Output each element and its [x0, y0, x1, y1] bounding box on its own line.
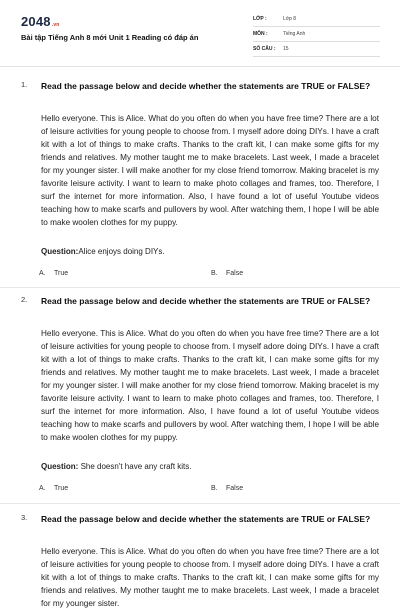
question-number: 1. [21, 80, 28, 89]
option-a[interactable] [39, 485, 68, 492]
question-prompt [41, 461, 379, 473]
question-text: Alice enjoys doing DIYs. [78, 247, 165, 256]
site-logo[interactable] [21, 14, 60, 29]
option-text: False [226, 485, 244, 492]
meta-count-value: 15 [283, 46, 289, 52]
question-instruction: Read the passage below and decide whether the statements are TRUE or FALSE? [41, 296, 371, 306]
logo-suffix: .vn [51, 22, 60, 28]
question-divider [0, 503, 400, 504]
meta-class-value: Lớp 8 [283, 16, 297, 22]
question-number: 2. [21, 295, 28, 304]
meta-count-label: SỐ CÂU : [253, 46, 276, 52]
option-a[interactable] [39, 270, 68, 277]
question-text: She doesn't have any craft kits. [78, 462, 192, 471]
option-key: B. [211, 485, 218, 492]
option-text: False [226, 270, 244, 277]
meta-divider [253, 56, 380, 57]
question-instruction: Read the passage below and decide whether the statements are TRUE or FALSE? [41, 514, 371, 524]
question-label: Question: [41, 247, 79, 256]
option-b[interactable] [211, 270, 243, 277]
option-b[interactable] [211, 485, 243, 492]
header-divider [0, 66, 400, 67]
question-label: Question: [41, 462, 79, 471]
page-header [0, 0, 400, 66]
question-prompt [41, 246, 379, 258]
page-title: Bài tập Tiếng Anh 8 mới Unit 1 Reading có đáp án [21, 33, 199, 42]
option-key: B. [211, 270, 218, 277]
reading-passage: Hello everyone. This is Alice. What do you often do when you have free time? There are a lot of leisure activities for young people to choose from. I myself adore doing DIYs. I have a craft kit with a lot of things to make crafts. Thanks to the craft kit, I can make some gifts for my friends and relatives. My mother taught me to make bracelets. Last week, I made a bracelet for my younger sister. I will make another for my close friend tomorrow. Making bracelet is my favorite leisure activity. I want to learn to make photo collages and frames, too. Therefore, I surf the internet for more information. Also, I have found a lot of useful Youtube videos teaching how to make scarfs and pullovers by wool. After watching them, I hope I will be able to make woolen clothes for my puppy. [41, 114, 379, 227]
option-key: A. [39, 270, 46, 277]
meta-subject-label: MÔN : [253, 31, 268, 37]
meta-divider [253, 41, 380, 42]
meta-subject-value: Tiếng Anh [283, 31, 306, 37]
meta-divider [253, 26, 380, 27]
meta-class-label: LỚP : [253, 16, 267, 22]
option-text: True [54, 270, 69, 277]
logo-main: 2048 [21, 14, 51, 29]
reading-passage: Hello everyone. This is Alice. What do you often do when you have free time? There are a lot of leisure activities for young people to choose from. I myself adore doing DIYs. I have a craft kit with a lot of things to make crafts. Thanks to the craft kit, I can make some gifts for my friends and relatives. My mother taught me to make bracelets. Last week, I made a bracelet for my younger sister. [41, 547, 379, 608]
reading-passage: Hello everyone. This is Alice. What do you often do when you have free time? There are a lot of leisure activities for young people to choose from. I myself adore doing DIYs. I have a craft kit with a lot of things to make crafts. Thanks to the craft kit, I can make some gifts for my friends and relatives. My mother taught me to make bracelets. Last week, I made a bracelet for my younger sister. I will make another for my close friend tomorrow. Making bracelet is my favorite leisure activity. I want to learn to make photo collages and frames, too. Therefore, I surf the internet for more information. Also, I have found a lot of useful Youtube videos teaching how to make scarfs and pullovers by wool. After watching them, I hope I will be able to make woolen clothes for my puppy. [41, 329, 379, 442]
question-number: 3. [21, 513, 28, 522]
question-divider [0, 287, 400, 288]
option-key: A. [39, 485, 46, 492]
option-text: True [54, 485, 69, 492]
question-instruction: Read the passage below and decide whether the statements are TRUE or FALSE? [41, 81, 371, 91]
